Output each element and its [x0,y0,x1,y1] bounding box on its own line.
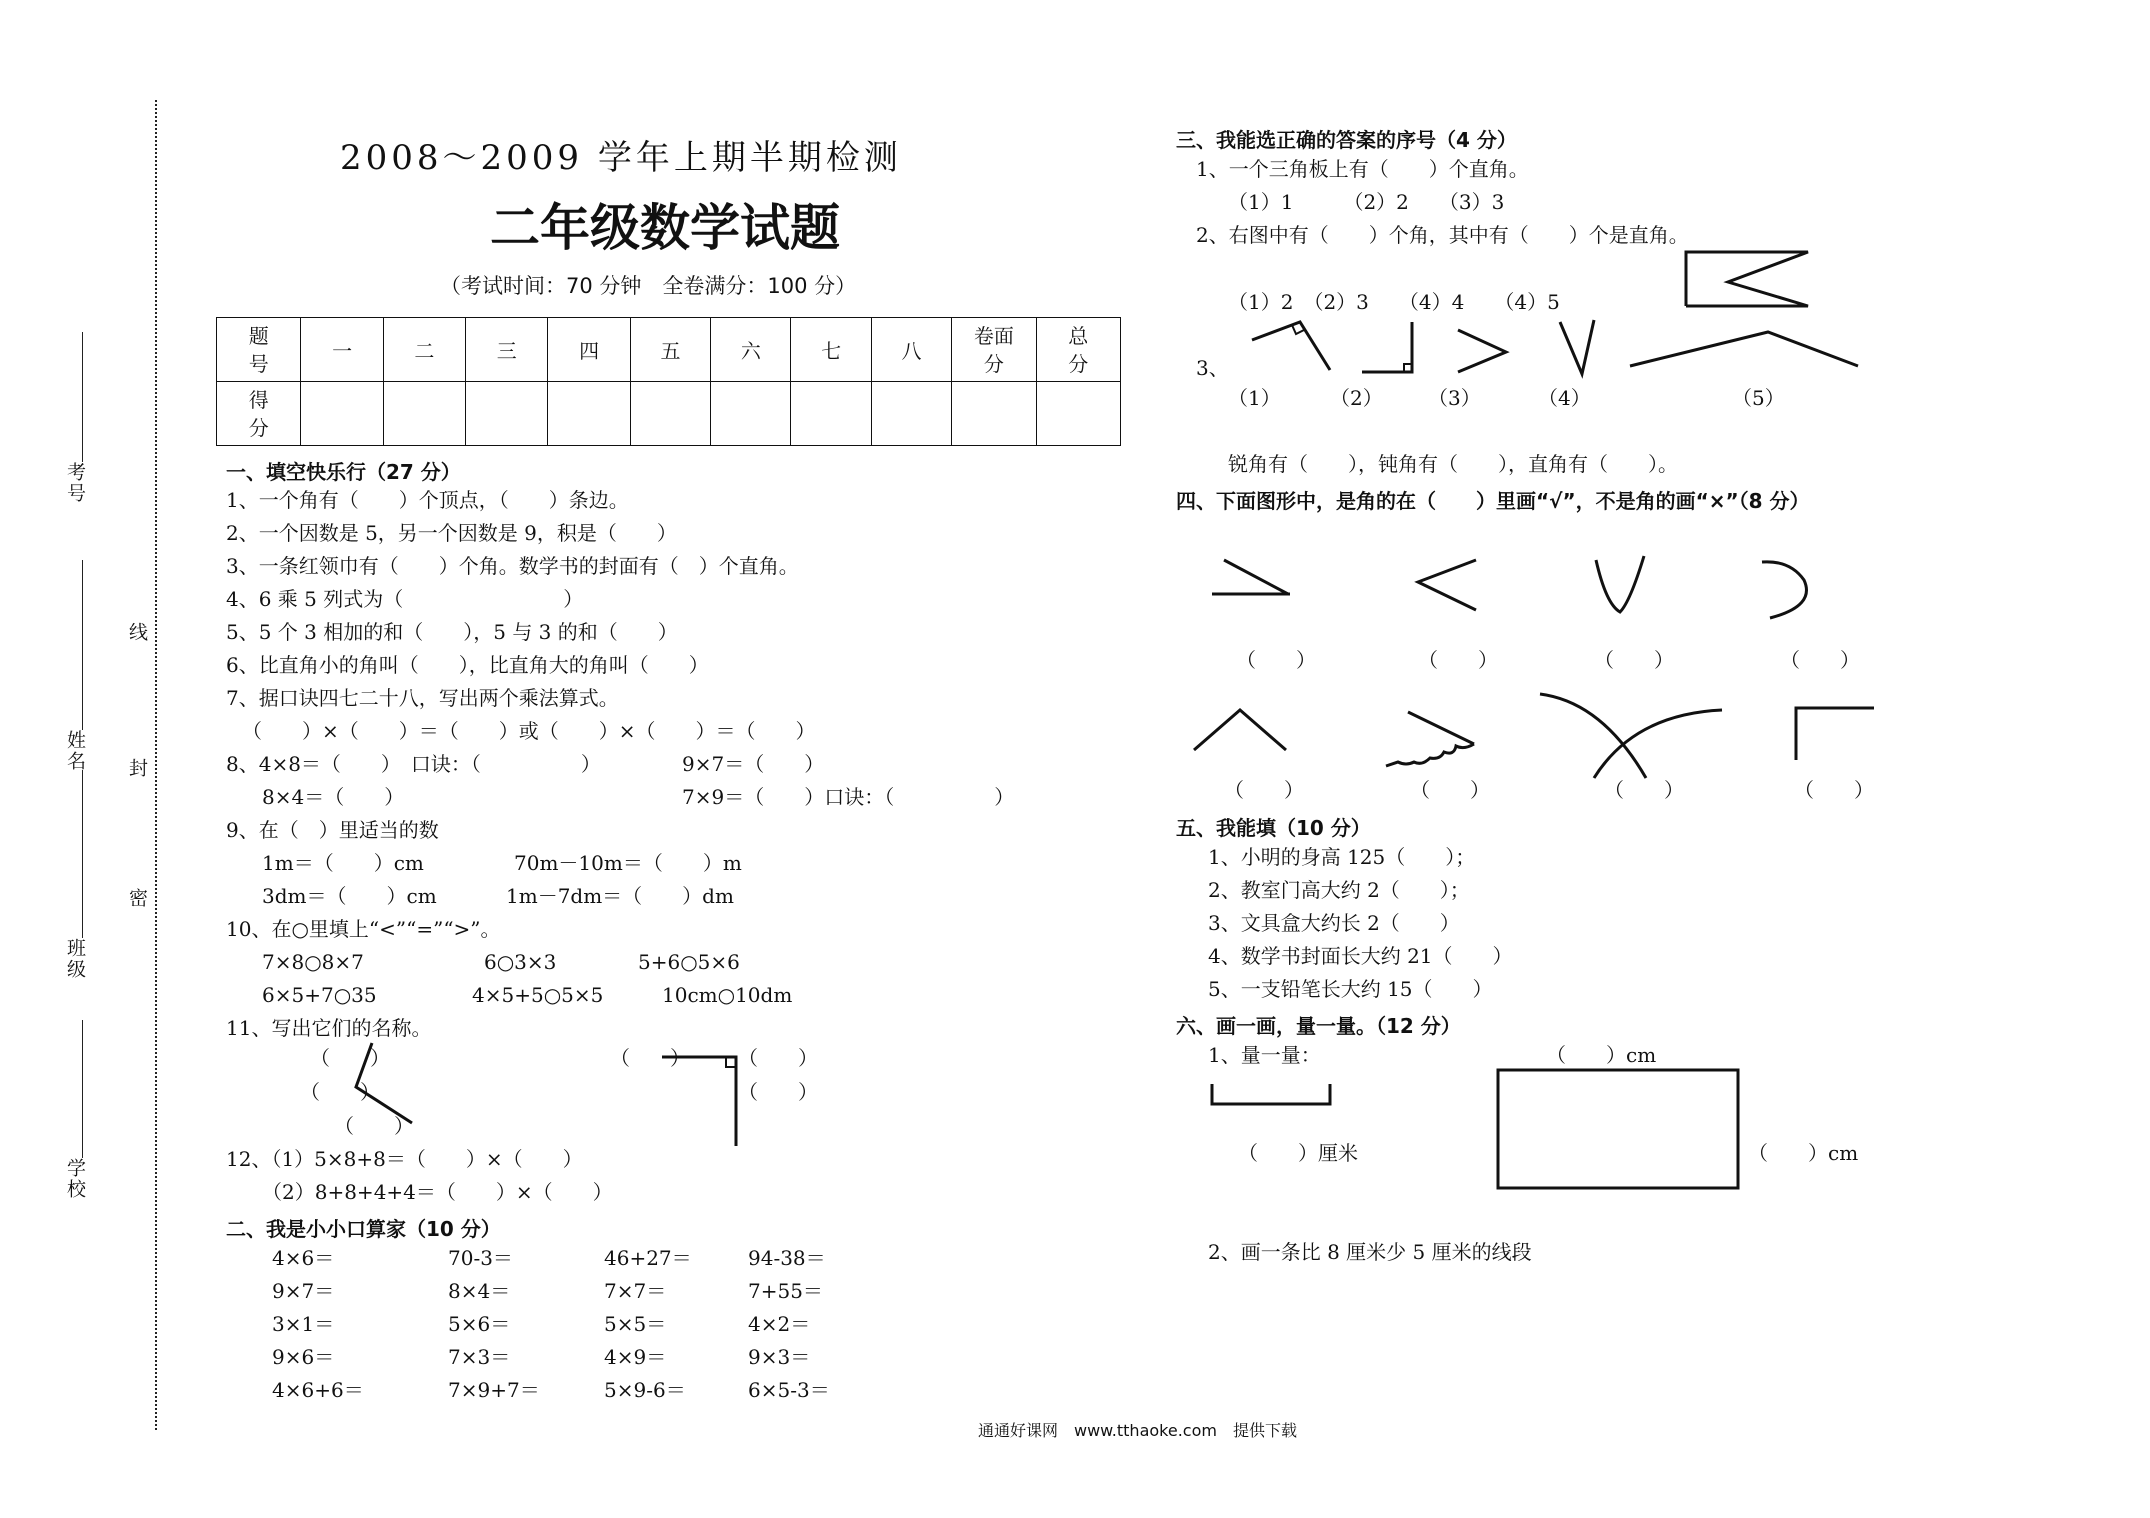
field-exam-number-label: 考号 [64,462,86,504]
field-school-label: 学校 [64,1158,86,1200]
mental-math-item: 9×3＝ [748,1345,811,1369]
score-input-cell[interactable] [301,382,383,446]
score-input-cell[interactable] [383,382,465,446]
score-input-cell[interactable] [952,382,1036,446]
s4-blank: （ ） [1224,778,1304,802]
binding-dotted-line [155,100,157,1430]
s1-question-line: 8×4＝（ ） [262,785,405,809]
score-input-cell[interactable] [1036,382,1120,446]
score-table-cell: 三 [466,318,548,382]
s5-item: 1、小明的身高 125（ ）； [1208,845,1476,869]
q3-label: （2） [1330,386,1383,410]
mental-math-item: 4×6+6＝ [272,1378,364,1402]
s4-figure-3 [1590,552,1650,622]
mental-math-item: 5×9-6＝ [604,1378,686,1402]
field-school-line[interactable] [82,1020,83,1158]
s5-item: 3、文具盒大约长 2（ ） [1208,911,1460,935]
footer-credit: 通通好课网 www.tthaoke.com 提供下载 [978,1421,1297,1440]
s1-question: 1、一个角有（ ）个顶点，（ ）条边。 [226,488,629,512]
s1-question-line: 1m＝（ ）cm [262,851,424,875]
s6-left-blank: （ ）厘米 [1238,1141,1358,1165]
section-3-title: 三、我能选正确的答案的序号（4 分） [1176,128,1517,152]
s1-question: 4、6 乘 5 列式为（ ） [226,587,584,611]
q3-label: （5） [1732,386,1785,410]
s1-question: 2、一个因数是 5，另一个因数是 9，积是（ ） [226,521,677,545]
score-table-cell: 题 号 [217,318,301,382]
q3-figure-4-acute [1556,318,1606,378]
s4-figure-8 [1790,704,1880,764]
mental-math-item: 7+55＝ [748,1279,823,1303]
s3-question: 1、一个三角板上有（ ）个直角。 [1196,157,1529,181]
s4-figure-4 [1756,556,1826,626]
s4-figure-5 [1190,704,1290,754]
s1-question-line: 9×7＝（ ） [682,752,825,776]
s6-question: 2、画一条比 8 厘米少 5 厘米的线段 [1208,1240,1532,1264]
s1-question-line: （ ）×（ ）＝（ ）或（ ）×（ ）＝（ ） [242,719,816,743]
score-table-cell: 七 [791,318,871,382]
s1-question-line: （2）8+8+4+4＝（ ）×（ ） [262,1180,613,1204]
q3-figure-1-obtuse [1250,318,1340,378]
s1-question-line: 10cm○10dm [662,983,793,1007]
mental-math-item: 7×9+7＝ [448,1378,540,1402]
s3-options: （1）2 （2）3 （4）4 （4）5 [1228,290,1560,314]
q11-blank: （ ） [334,1114,414,1138]
s5-item: 2、教室门高大约 2（ ）； [1208,878,1470,902]
score-table-cell: 二 [383,318,465,382]
s4-figure-7 [1536,688,1726,782]
mental-math-item: 7×3＝ [448,1345,511,1369]
field-class-line[interactable] [82,770,83,938]
s4-blank: （ ） [1410,778,1490,802]
s1-question: 10、在○里填上“<”“=”“>”。 [226,917,501,941]
q3-figure-2-right [1352,318,1422,378]
s1-question-line: 4×5+5○5×5 [472,983,604,1007]
q11-blank: （ ） [738,1080,818,1104]
score-input-cell[interactable] [548,382,630,446]
s1-question: 7、据口诀四七二十八，写出两个乘法算式。 [226,686,619,710]
section-4-title: 四、下面图形中，是角的在（ ）里画“√”，不是角的画“×”（8 分） [1176,489,1810,513]
field-name-line[interactable] [82,560,83,730]
score-table-cell: 得 分 [217,382,301,446]
score-input-cell[interactable] [871,382,951,446]
score-table-score-row [217,382,1121,446]
q3-figure-3-acute [1450,326,1520,376]
score-table-cell: 八 [871,318,951,382]
section-1-title: 一、填空快乐行（27 分） [226,460,461,484]
s1-question: 5、5 个 3 相加的和（ ），5 与 3 的和（ ） [226,620,678,644]
s4-blank: （ ） [1780,648,1860,672]
s4-blank: （ ） [1594,648,1674,672]
s1-question-line: 6×5+7○35 [262,983,377,1007]
q3-label: （3） [1428,386,1481,410]
mental-math-item: 7×7＝ [604,1279,667,1303]
s6-line-segment [1208,1080,1338,1110]
score-input-cell[interactable] [466,382,548,446]
page-title: 二年级数学试题 [490,199,840,257]
score-table-cell: 六 [711,318,791,382]
s3-options: （1）1 （2）2 （3）3 [1228,190,1505,214]
q11-blank: （ ） [610,1046,690,1070]
mental-math-item: 9×7＝ [272,1279,335,1303]
q3-label: （4） [1538,386,1591,410]
q3-figure-5-obtuse [1626,326,1866,370]
mental-math-item: 4×6＝ [272,1246,335,1270]
mental-math-item: 70-3＝ [448,1246,513,1270]
q3-label: （1） [1228,386,1281,410]
s1-question: 8、4×8＝（ ） 口诀：（ ） [226,752,601,776]
s6-top-blank: （ ）cm [1546,1043,1657,1067]
mental-math-item: 5×5＝ [604,1312,667,1336]
field-exam-number-line[interactable] [82,332,83,462]
s5-item: 4、数学书封面长大约 21（ ） [1208,944,1513,968]
exam-subtitle: 2008～2009 学年上期半期检测 [340,138,902,178]
s1-question-line: 5+6○5×6 [638,950,740,974]
score-table-cell: 总 分 [1036,318,1120,382]
s1-question-line: 70m－10m＝（ ）m [514,851,742,875]
s3-question: 3、 [1196,356,1229,380]
s3-question: 2、右图中有（ ）个角，其中有（ ）个是直角。 [1196,223,1689,247]
s4-blank: （ ） [1604,778,1684,802]
s1-question-line: 1m－7dm＝（ ）dm [506,884,734,908]
mental-math-item: 5×6＝ [448,1312,511,1336]
s6-question: 1、量一量： [1208,1043,1321,1067]
score-table [216,317,1121,446]
score-table-cell: 卷面 分 [952,318,1036,382]
s1-question-line: 3dm＝（ ）cm [262,884,437,908]
mental-math-item: 3×1＝ [272,1312,335,1336]
s4-figure-2 [1412,556,1482,616]
mental-math-item: 94-38＝ [748,1246,826,1270]
s6-rectangle [1496,1068,1746,1192]
s4-blank: （ ） [1418,648,1498,672]
mental-math-item: 8×4＝ [448,1279,511,1303]
seal-char-line: 线 [126,622,148,643]
score-table-header-row [217,318,1121,382]
s1-question: 3、一条红领巾有（ ）个角。数学书的封面有（ ）个直角。 [226,554,799,578]
s1-question-line: 6○3×3 [484,950,557,974]
s4-blank: （ ） [1236,648,1316,672]
s1-question: 9、在（ ）里适当的数 [226,818,439,842]
mental-math-item: 4×9＝ [604,1345,667,1369]
exam-info: （考试时间：70 分钟 全卷满分：100 分） [440,274,857,298]
s6-right-blank: （ ）cm [1748,1141,1859,1165]
score-table-cell: 五 [630,318,710,382]
field-class-label: 班级 [64,938,86,980]
score-table-cell: 一 [301,318,383,382]
mental-math-item: 9×6＝ [272,1345,335,1369]
section-6-title: 六、画一画，量一量。（12 分） [1176,1014,1461,1038]
s1-question: 11、写出它们的名称。 [226,1016,432,1040]
seal-char-seal: 封 [126,758,148,779]
score-table-cell: 四 [548,318,630,382]
score-input-cell[interactable] [711,382,791,446]
q11-blank: （ ） [300,1080,380,1104]
q11-blank: （ ） [310,1046,390,1070]
q2-flag-figure [1684,248,1814,310]
s3-answer-line: 锐角有（ ），钝角有（ ），直角有（ ）。 [1228,452,1678,476]
mental-math-item: 4×2＝ [748,1312,811,1336]
s5-item: 5、一支铅笔长大约 15（ ） [1208,977,1493,1001]
score-input-cell[interactable] [791,382,871,446]
s4-figure-1 [1206,556,1296,606]
s1-question-line: 7×9＝（ ）口诀：（ ） [682,785,1015,809]
s4-figure-6 [1384,706,1480,770]
s4-blank: （ ） [1794,778,1874,802]
field-name-label: 姓名 [64,730,86,772]
section-5-title: 五、我能填（10 分） [1176,816,1371,840]
s1-question-line: 7×8○8×7 [262,950,364,974]
mental-math-item: 6×5-3＝ [748,1378,830,1402]
score-input-cell[interactable] [630,382,710,446]
q11-blank: （ ） [738,1046,818,1070]
s1-question: 6、比直角小的角叫（ ），比直角大的角叫（ ） [226,653,709,677]
mental-math-item: 46+27＝ [604,1246,692,1270]
section-2-title: 二、我是小小口算家（10 分） [226,1217,501,1241]
seal-char-secret: 密 [126,888,148,909]
s1-question: 12、（1）5×8+8＝（ ）×（ ） [226,1147,583,1171]
